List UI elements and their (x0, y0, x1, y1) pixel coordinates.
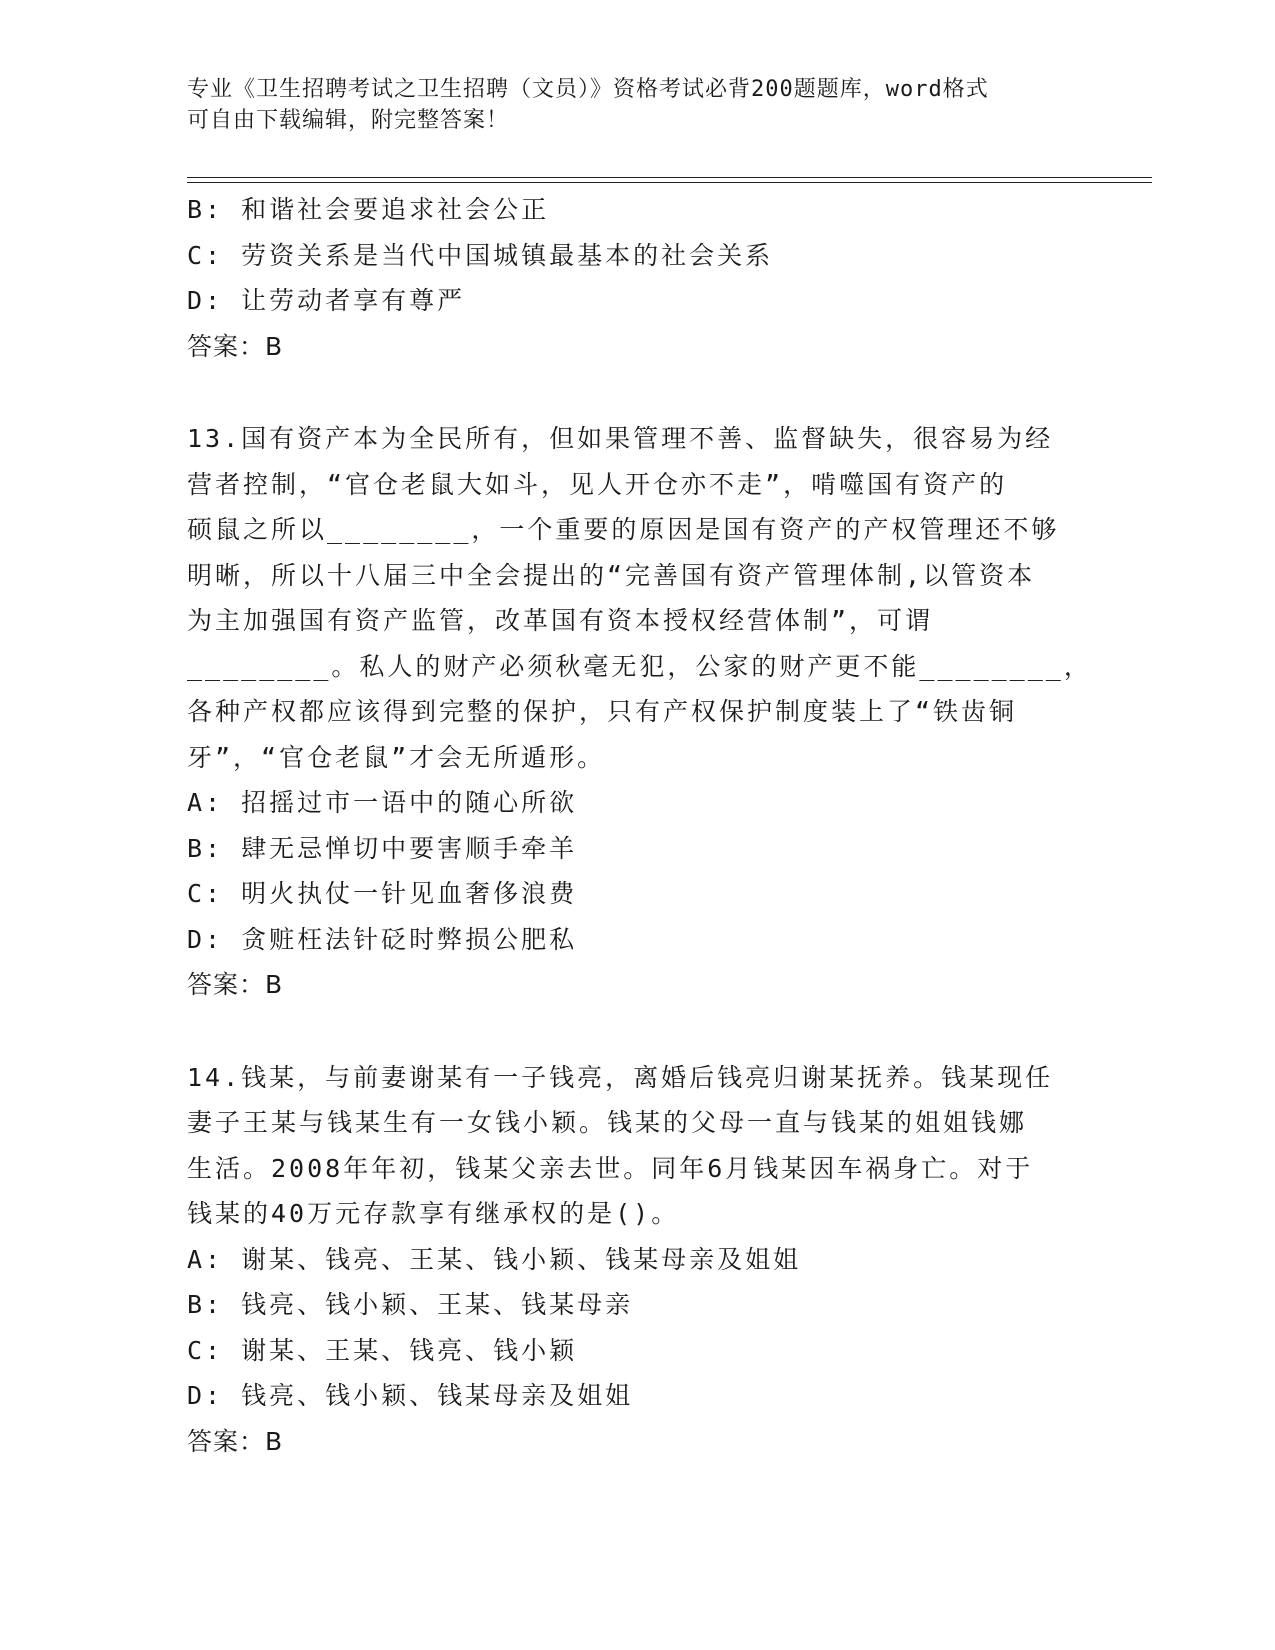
q14-stem-line: 14.钱某，与前妻谢某有一子钱亮，离婚后钱亮归谢某抚养。钱某现任 (187, 1062, 1054, 1092)
q13-option-c: C: 明火执仗一针见血奢侈浪费 (187, 879, 578, 908)
q13-stem-line: 明晰，所以十八届三中全会提出的“完善国有资产管理体制,以管资本 (187, 560, 1036, 590)
q13-stem-line: 13.国有资产本为全民所有，但如果管理不善、监督缺失，很容易为经 (187, 424, 1054, 453)
q14-option-c: C: 谢某、王某、钱亮、钱小颖 (187, 1335, 578, 1365)
question-12 (187, 187, 1067, 369)
q12-option-c: C: 劳资关系是当代中国城镇最基本的社会关系 (187, 240, 774, 270)
q14-option-d: D: 钱亮、钱小颖、钱某母亲及姐姐 (187, 1381, 634, 1410)
q14-stem-line: 妻子王某与钱某生有一女钱小颖。钱某的父母一直与钱某的姐姐钱娜 (187, 1108, 1028, 1137)
question-content (187, 187, 1092, 1464)
q13-stem-line: 牙”，“官仓老鼠”才会无所遁形。 (187, 742, 606, 772)
question-spacer (187, 369, 1067, 416)
question-spacer (187, 1008, 1067, 1055)
q14-option-b: B: 钱亮、钱小颖、王某、钱某母亲 (187, 1290, 634, 1319)
q14-stem-line: 生活。2008年年初，钱某父亲去世。同年6月钱某因车祸身亡。对于 (187, 1153, 1034, 1183)
question-13 (187, 416, 1092, 1008)
header-divider-top (187, 177, 1152, 178)
q13-stem-line: 为主加强国有资产监管，改革国有资本授权经营体制”，可谓 (187, 606, 934, 635)
q12-option-b: B: 和谐社会要追求社会公正 (187, 195, 550, 224)
header-title-line-1: 专业《卫生招聘考试之卫生招聘（文员）》资格考试必背200题题库，word格式 (187, 77, 989, 102)
q13-option-b: B: 肆无忌惮切中要害顺手牵羊 (187, 833, 578, 863)
q13-option-d: D: 贪赃枉法针砭时弊损公肥私 (187, 924, 578, 954)
q13-stem (187, 416, 1092, 780)
question-14 (187, 1055, 1067, 1465)
q12-answer: 答案：B (187, 331, 284, 361)
q13-answer: 答案：B (187, 970, 284, 999)
q13-stem-line: 各种产权都应该得到完整的保护，只有产权保护制度装上了“铁齿铜 (187, 697, 1018, 726)
header-title-line-2: 可自由下载编辑，附完整答案！ (187, 108, 510, 133)
q14-stem (187, 1055, 1067, 1237)
q14-option-a: A: 谢某、钱亮、王某、钱小颖、钱某母亲及姐姐 (187, 1244, 802, 1274)
q12-option-d: D: 让劳动者享有尊严 (187, 286, 466, 315)
q13-stem-line: ________。私人的财产必须秋毫无犯，公家的财产更不能________， (187, 651, 1092, 681)
header-divider-bottom (187, 182, 1152, 183)
document-header (187, 74, 1067, 136)
q14-answer: 答案：B (187, 1426, 284, 1456)
q13-stem-line: 营者控制，“官仓老鼠大如斗，见人开仓亦不走”，啃噬国有资产的 (187, 469, 1008, 499)
q13-option-a: A: 招摇过市一语中的随心所欲 (187, 788, 578, 817)
q14-stem-line: 钱某的40万元存款享有继承权的是()。 (187, 1199, 680, 1228)
q13-stem-line: 硕鼠之所以________，一个重要的原因是国有资产的产权管理还不够 (187, 515, 1060, 544)
